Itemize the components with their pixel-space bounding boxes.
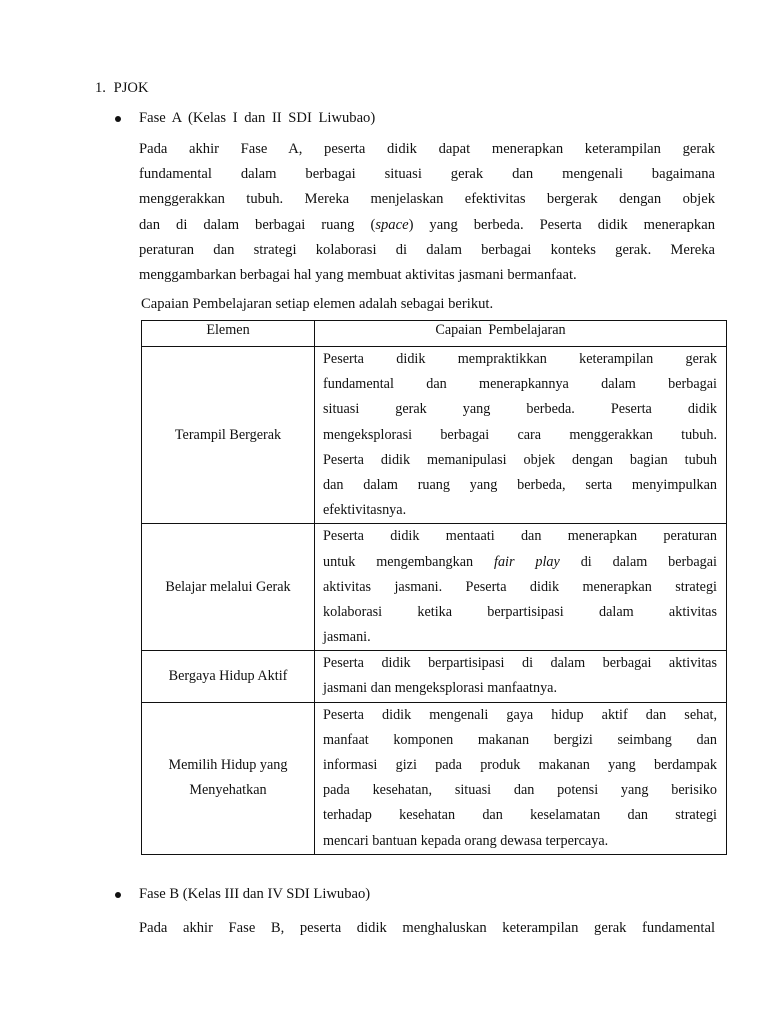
capaian-cell [315,347,727,524]
capaian-line [323,550,717,575]
capaian-line: mengeksplorasi berbagai cara menggerakkan tubuh. [323,426,717,443]
capaian-line: informasi gizi pada produk makanan yang berdampak [323,757,717,773]
fase-a-paragraph [139,137,715,288]
section-heading [95,80,148,97]
text-run: dan di dalam berbagai ruang ( [139,216,376,233]
bullet-icon [115,116,121,122]
text-run: ) yang berbeda. Peserta didik menerapkan [408,216,715,233]
capaian-line: Peserta didik mempraktikkan keterampilan gerak [323,351,717,367]
capaian-line: situasi gerak yang berbeda. Peserta didik [323,401,717,418]
capaian-table [141,320,727,855]
capaian-cell [315,651,727,702]
capaian-line: kolaborasi ketika berpartisipasi dalam aktivitas [323,603,717,620]
bullet-icon [115,892,121,898]
elemen-label: Belajar melalui Gerak [165,578,291,595]
capaian-line: aktivitas jasmani. Peserta didik menerapkan strategi [323,578,717,595]
italic-term: space [375,216,409,233]
elemen-cell [142,347,315,524]
table-row [142,702,727,854]
table-header-row [142,321,727,347]
elemen-label: Bergaya Hidup Aktif [168,667,288,684]
table-row [142,651,727,702]
elemen-cell [142,702,315,854]
capaian-line: Peserta didik berpartisipasi di dalam berbagai aktivitas [323,655,717,672]
elemen-cell [142,524,315,651]
capaian-line: mencari bantuan kepada orang dewasa terpercaya. [323,832,609,849]
paragraph-line: peraturan dan strategi kolaborasi di dalam berbagai konteks gerak. Mereka [139,241,715,258]
section-title: PJOK [113,80,149,96]
fase-a-heading: Fase A (Kelas I dan II SDI Liwubao) [139,110,376,126]
capaian-line: Peserta didik mentaati dan menerapkan peraturan [323,528,717,545]
capaian-line: Peserta didik mengenali gaya hidup aktif dan sehat, [323,706,717,723]
capaian-line: jasmani. [323,629,371,646]
capaian-line: Peserta didik memanipulasi objek dengan bagian tubuh [323,451,717,468]
paragraph-line: fundamental dalam berbagai situasi gerak dan mengenali bagaimana [139,166,715,183]
italic-term: fair play [494,553,560,570]
table-row [142,524,727,651]
section-number: 1. [95,80,106,96]
table-row [142,347,727,524]
paragraph-line [139,213,715,238]
elemen-cell [142,651,315,702]
capaian-line: jasmani dan mengeksplorasi manfaatnya. [323,680,558,697]
capaian-line: pada kesehatan, situasi dan potensi yang berisiko [323,782,717,799]
capaian-line: manfaat komponen makanan bergizi seimbang dan [323,731,717,748]
capaian-cell [315,524,727,651]
capaian-line: dan dalam ruang yang berbeda, serta menyimpulkan [323,476,717,493]
paragraph-line: menggambarkan berbagai hal yang membuat aktivitas jasmani bermanfaat. [139,266,577,283]
elemen-label: Memilih Hidup yang [168,757,288,774]
paragraph-line: menggerakkan tubuh. Mereka menjelaskan efektivitas bergerak dengan objek [139,191,715,208]
capaian-line: fundamental dan menerapkannya dalam berbagai [323,376,717,393]
capaian-line: efektivitasnya. [323,502,407,519]
fase-b-paragraph [139,916,715,941]
elemen-label: Terampil Bergerak [174,426,282,443]
elemen-label: Menyehatkan [189,782,267,799]
text-run: untuk mengembangkan [323,553,494,570]
paragraph-line: Pada akhir Fase B, peserta didik menghaluskan keterampilan gerak fundamental [139,920,715,936]
table-intro: Capaian Pembelajaran setiap elemen adalah sebagai berikut. [141,296,494,312]
text-run: di dalam berbagai [559,553,717,570]
header-capaian: Capaian Pembelajaran [315,321,727,347]
fase-b-heading: Fase B (Kelas III dan IV SDI Liwubao) [139,886,371,902]
capaian-cell [315,702,727,854]
capaian-line: terhadap kesehatan dan keselamatan dan strategi [323,807,717,824]
paragraph-line: Pada akhir Fase A, peserta didik dapat menerapkan keterampilan gerak [139,141,715,157]
header-elemen: Elemen [142,321,315,347]
